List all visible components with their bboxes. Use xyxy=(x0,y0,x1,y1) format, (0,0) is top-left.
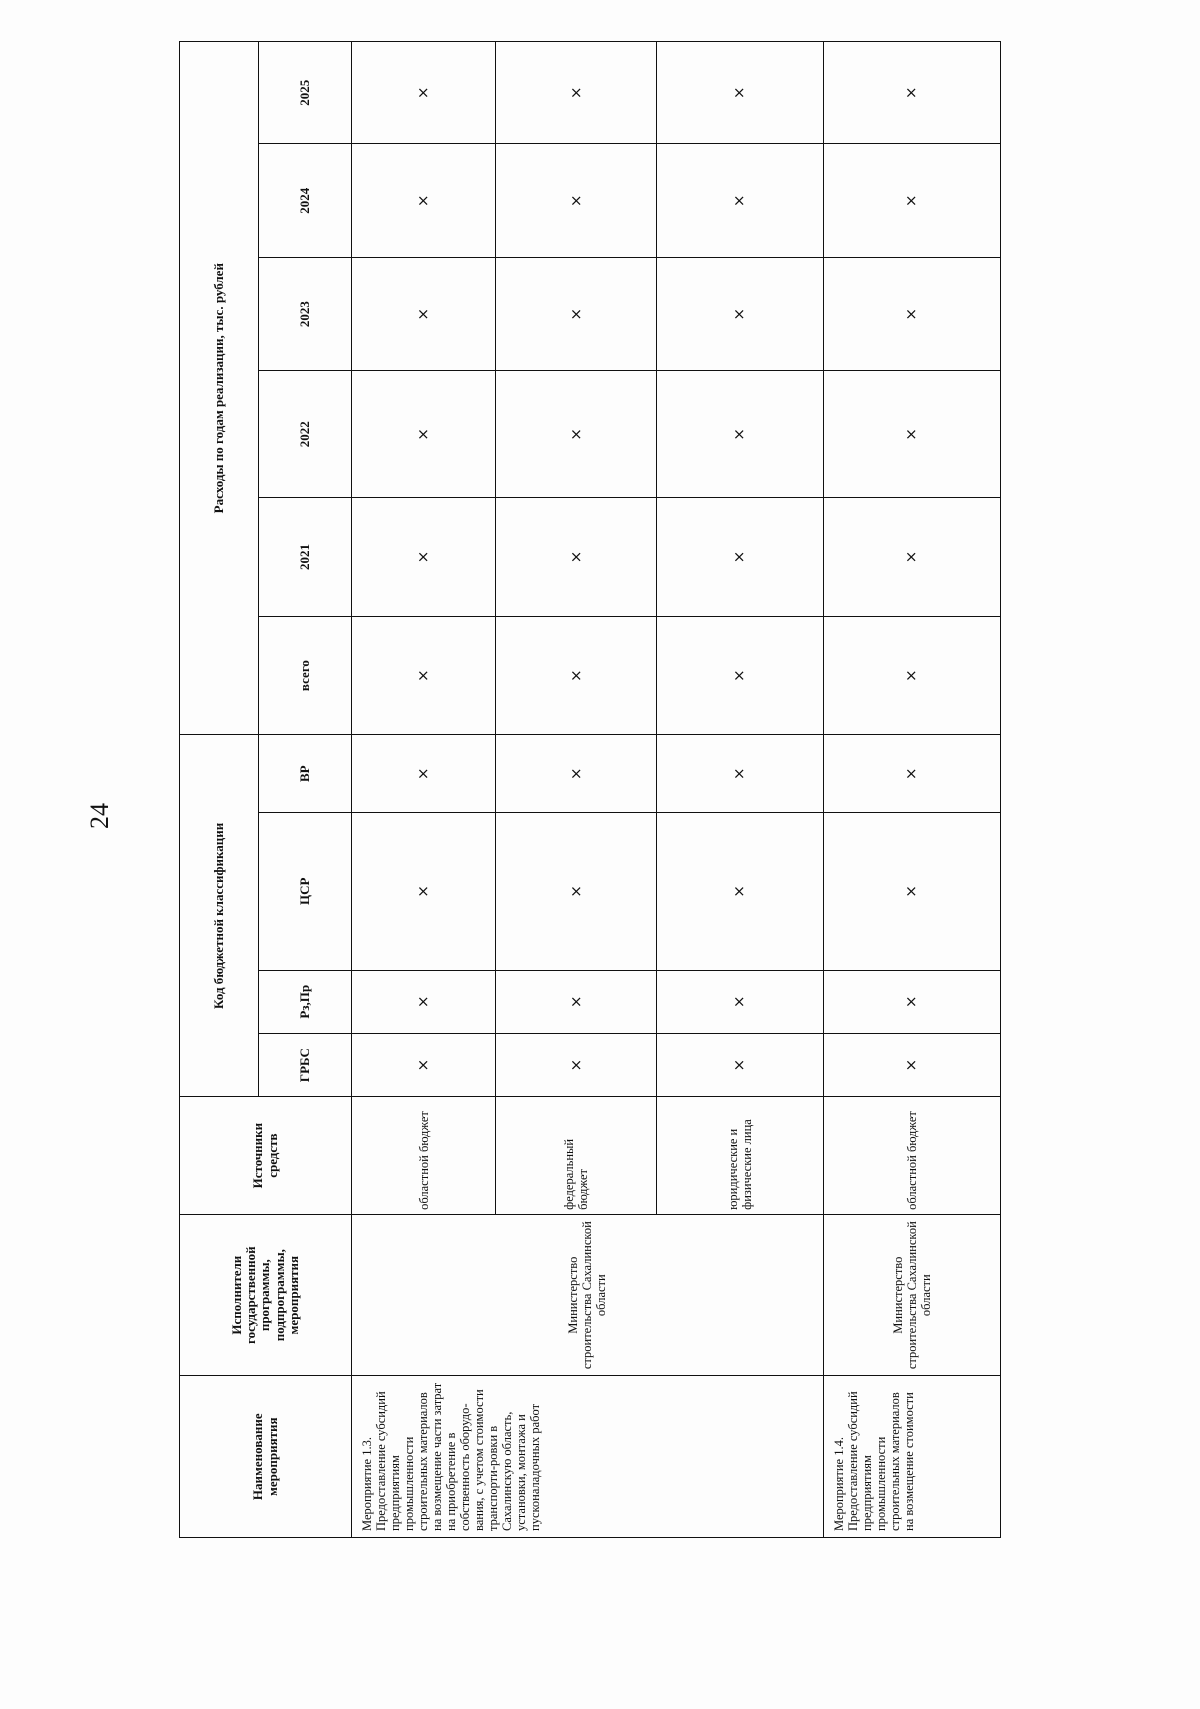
header-2021: 2021 xyxy=(259,498,352,617)
cell-mark: × xyxy=(352,616,496,735)
cell-mark: × xyxy=(656,42,823,144)
header-expenses: Расходы по годам реализации, тыс. рублей xyxy=(180,42,259,735)
header-total: всего xyxy=(259,616,352,735)
table-row xyxy=(352,42,496,1538)
cell-mark: × xyxy=(496,498,656,617)
cell-mark: × xyxy=(656,970,823,1033)
page-number: 24 xyxy=(85,803,114,829)
budget-table xyxy=(179,41,1001,1538)
cell-mark: × xyxy=(823,257,1000,370)
header-rzpr: Рз,Пр xyxy=(259,970,352,1033)
header-2023: 2023 xyxy=(259,257,352,370)
header-2022: 2022 xyxy=(259,371,352,498)
cell-mark: × xyxy=(496,1033,656,1096)
cell-mark: × xyxy=(656,1033,823,1096)
cell-mark: × xyxy=(823,42,1000,144)
cell-mark: × xyxy=(656,371,823,498)
cell-mark: × xyxy=(656,616,823,735)
cell-mark: × xyxy=(823,970,1000,1033)
cell-mark: × xyxy=(496,616,656,735)
cell-mark: × xyxy=(352,813,496,970)
header-sources: Источники средств xyxy=(180,1097,352,1215)
header-2025: 2025 xyxy=(259,42,352,144)
cell-mark: × xyxy=(656,257,823,370)
funding-source: областной бюджет xyxy=(823,1097,1000,1215)
funding-source: федеральный бюджет xyxy=(496,1097,656,1215)
cell-mark: × xyxy=(496,735,656,813)
cell-mark: × xyxy=(823,735,1000,813)
cell-mark: × xyxy=(352,1033,496,1096)
cell-mark: × xyxy=(823,616,1000,735)
cell-mark: × xyxy=(823,144,1000,257)
cell-mark: × xyxy=(823,498,1000,617)
header-2024: 2024 xyxy=(259,144,352,257)
header-grbs: ГРБС xyxy=(259,1033,352,1096)
cell-mark: × xyxy=(352,257,496,370)
cell-mark: × xyxy=(823,1033,1000,1096)
cell-mark: × xyxy=(656,144,823,257)
cell-mark: × xyxy=(496,970,656,1033)
header-vr: ВР xyxy=(259,735,352,813)
table-row xyxy=(823,42,1000,1538)
cell-mark: × xyxy=(352,144,496,257)
cell-mark: × xyxy=(496,257,656,370)
budget-table-rotated xyxy=(179,41,1001,1538)
header-executors: Исполнители государственной программы, подпрограммы, мероприятия xyxy=(180,1214,352,1376)
cell-mark: × xyxy=(823,813,1000,970)
cell-mark: × xyxy=(496,42,656,144)
cell-mark: × xyxy=(352,735,496,813)
cell-mark: × xyxy=(352,498,496,617)
cell-mark: × xyxy=(352,42,496,144)
measure-name: Мероприятие 1.4. Предоставление субсидий предприятиям промышленности строительных материалов на возмещение стоимости xyxy=(823,1376,1000,1538)
measure-name: Мероприятие 1.3. Предоставление субсидий предприятиям промышленности строительных материалов на возмещение части затрат на приобретение в собственность оборудо-вания, с учетом стоимости транспорти-ровки в Сахалинскую область, установки, монтажа и пусконаладочных работ xyxy=(352,1376,824,1538)
cell-mark: × xyxy=(656,813,823,970)
header-csr: ЦСР xyxy=(259,813,352,970)
cell-mark: × xyxy=(496,813,656,970)
cell-mark: × xyxy=(352,371,496,498)
funding-source: юридические и физические лица xyxy=(656,1097,823,1215)
cell-mark: × xyxy=(496,144,656,257)
cell-mark: × xyxy=(496,371,656,498)
cell-mark: × xyxy=(823,371,1000,498)
executor: Министерство строительства Сахалинской области xyxy=(823,1214,1000,1376)
cell-mark: × xyxy=(656,498,823,617)
header-budget-code: Код бюджетной классификации xyxy=(180,735,259,1097)
cell-mark: × xyxy=(352,970,496,1033)
header-name: Наименование мероприятия xyxy=(180,1376,352,1538)
executor: Министерство строительства Сахалинской области xyxy=(352,1214,824,1376)
cell-mark: × xyxy=(656,735,823,813)
funding-source: областной бюджет xyxy=(352,1097,496,1215)
